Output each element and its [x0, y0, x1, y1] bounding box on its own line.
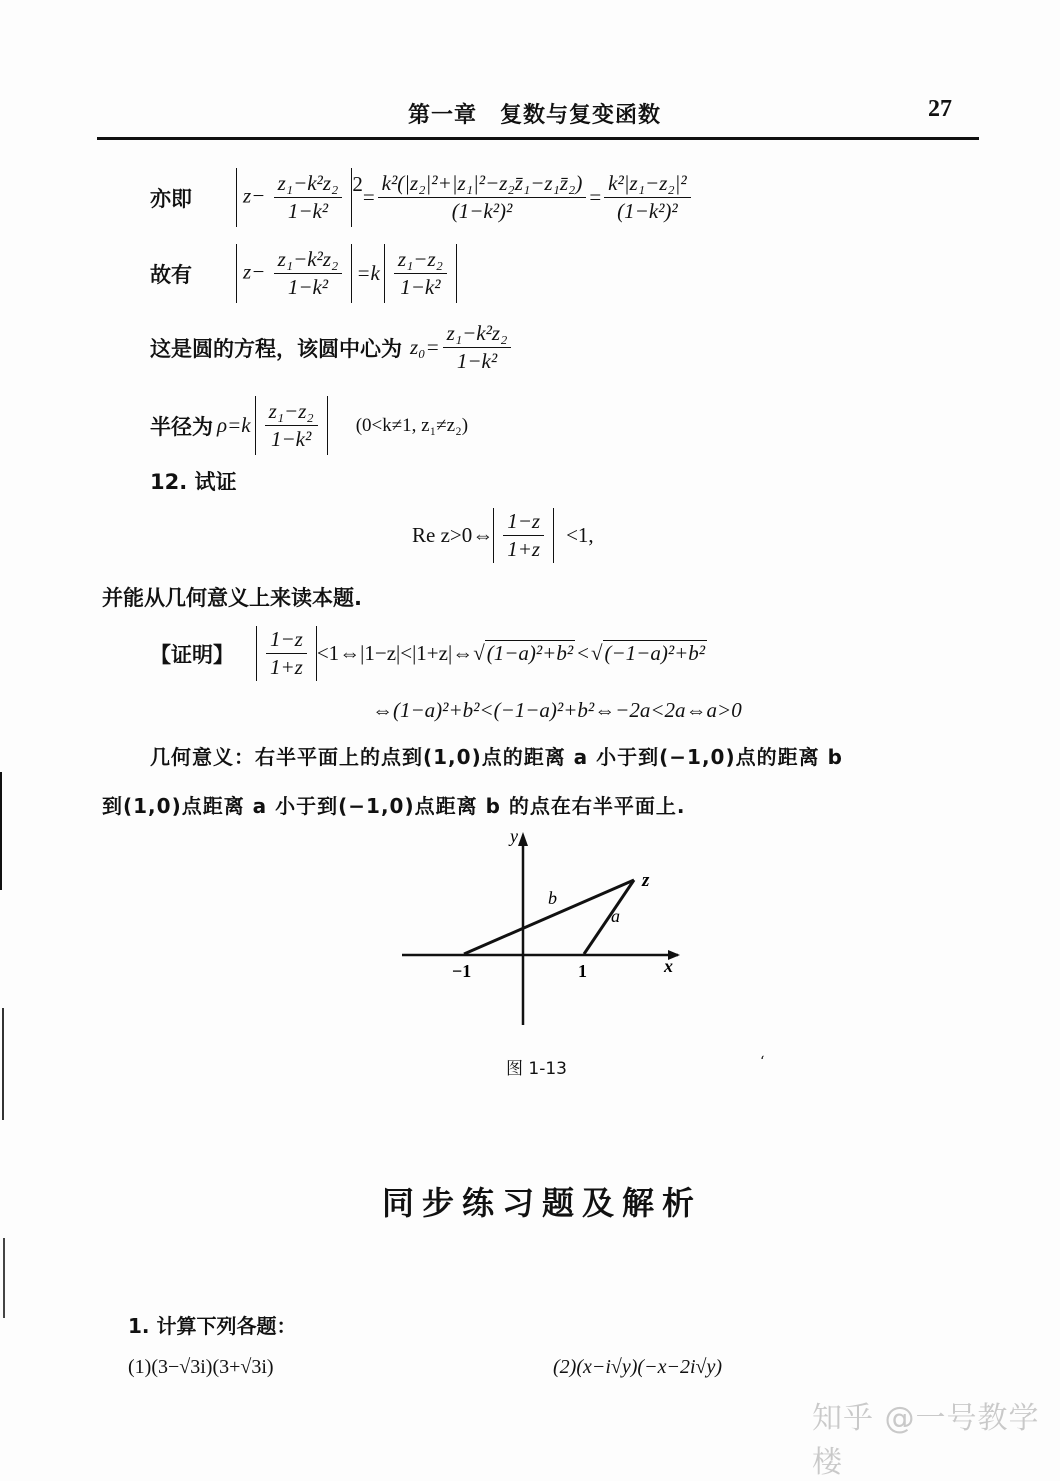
x-label: x [664, 956, 673, 976]
circle-center-line: 这是圆的方程，该圆中心为 z₀= $\frac{\text{z₁−k²z₂}}{\text{1−k²}}$ [150, 322, 514, 373]
radius-line: 半径为 ρ=k $\frac{\text{z₁−z₂}}{\text{1−k²}}$ (0<k≠1, z₁≠z₂) [150, 396, 468, 455]
geometry-line-1: 几何意义：右半平面上的点到(1,0)点的距离 a 小于到(−1,0)点的距离 b [150, 745, 843, 769]
chapter-title: 第一章 复数与复变函数 [408, 103, 662, 128]
header-rule [97, 137, 979, 140]
y-axis-arrow-icon [518, 832, 528, 846]
equation-label: 故有 [150, 262, 192, 287]
tick-neg-1: −1 [452, 961, 472, 981]
point-z-label: z [642, 870, 650, 891]
exercise-1-item-1: (1)(3−√3i)(3+√3i) [128, 1356, 274, 1378]
fraction-right: $\frac{\text{k²|z₁−z₂|²}}{\text{(1−k²)²}}$ [604, 172, 691, 223]
figure-1-13 [390, 820, 710, 1040]
scan-edge-line [3, 1238, 5, 1318]
scan-edge-line [0, 772, 2, 890]
radius-condition: (0<k≠1, z₁≠z₂) [355, 414, 469, 436]
equation-label: 亦即 [150, 186, 192, 211]
proof-label: 【证明】 [150, 642, 234, 667]
y-label: y [510, 826, 518, 846]
fraction-middle: $\frac{\text{k²(|z₂|²+|z₁|²−z₂z̄₁−z₁z̄₂)}}{\text{(1−k²)²}}$ [378, 172, 587, 223]
scan-speck: ʻ [760, 1054, 765, 1070]
abs-expression: z− $\frac{\text{z₁−k²z₂}}{\text{1−k²}}$ [236, 168, 352, 227]
watermark: 知乎 @一号教学楼 [812, 1401, 1040, 1480]
figure-caption: 图 1-13 [506, 1059, 567, 1079]
proof-line-1: 【证明】 $\frac{1-z}{1+z}$ <1⇔|1−z|<|1+z|⇔ √(1−a)²+b² < √(−1−a)²+b² [150, 626, 707, 681]
segment-a-label: a [611, 906, 620, 926]
section-title: 同步练习题及解析 [382, 1184, 703, 1222]
segment-b-label: b [548, 888, 557, 908]
page-number: 27 [928, 96, 952, 122]
scan-edge-line [2, 1008, 4, 1120]
exercise-1-item-2: (2)(x−i√y)(−x−2i√y) [553, 1356, 723, 1378]
geometry-line-2: 到(1,0)点距离 a 小于到(−1,0)点距离 b 的点在右半平面上. [102, 794, 686, 818]
problem-12-statement: Re z>0⇔ $\frac{1-z}{1+z}$ <1, [412, 508, 594, 563]
problem-12-note: 并能从几何意义上来读本题. [102, 586, 362, 610]
equation-yiji: 亦即 z− $\frac{\text{z₁−k²z₂}}{\text{1−k²}}$ 2 = $\frac{\text{k²(|z₂|²+|z₁|²−z₂z̄₁−z₁z̄₂)}}{\text{(1−k²)²}}$ = $\frac{\text{k²|z₁−z₂|²}}{\text{(1−k²)²}}$ [150, 168, 694, 227]
tick-pos-1: 1 [578, 961, 587, 981]
exercise-1-label: 1. 计算下列各题： [128, 1314, 297, 1338]
proof-line-2: ⇔(1−a)²+b²<(−1−a)²+b²⇔−2a<2a⇔a>0 [372, 698, 742, 722]
problem-12-label: 12. 试证 [150, 470, 237, 494]
equation-guyou: 故有 z− $\frac{\text{z₁−k²z₂}}{\text{1−k²}}$ =k $\frac{\text{z₁−z₂}}{\text{1−k²}}$ [150, 244, 457, 303]
